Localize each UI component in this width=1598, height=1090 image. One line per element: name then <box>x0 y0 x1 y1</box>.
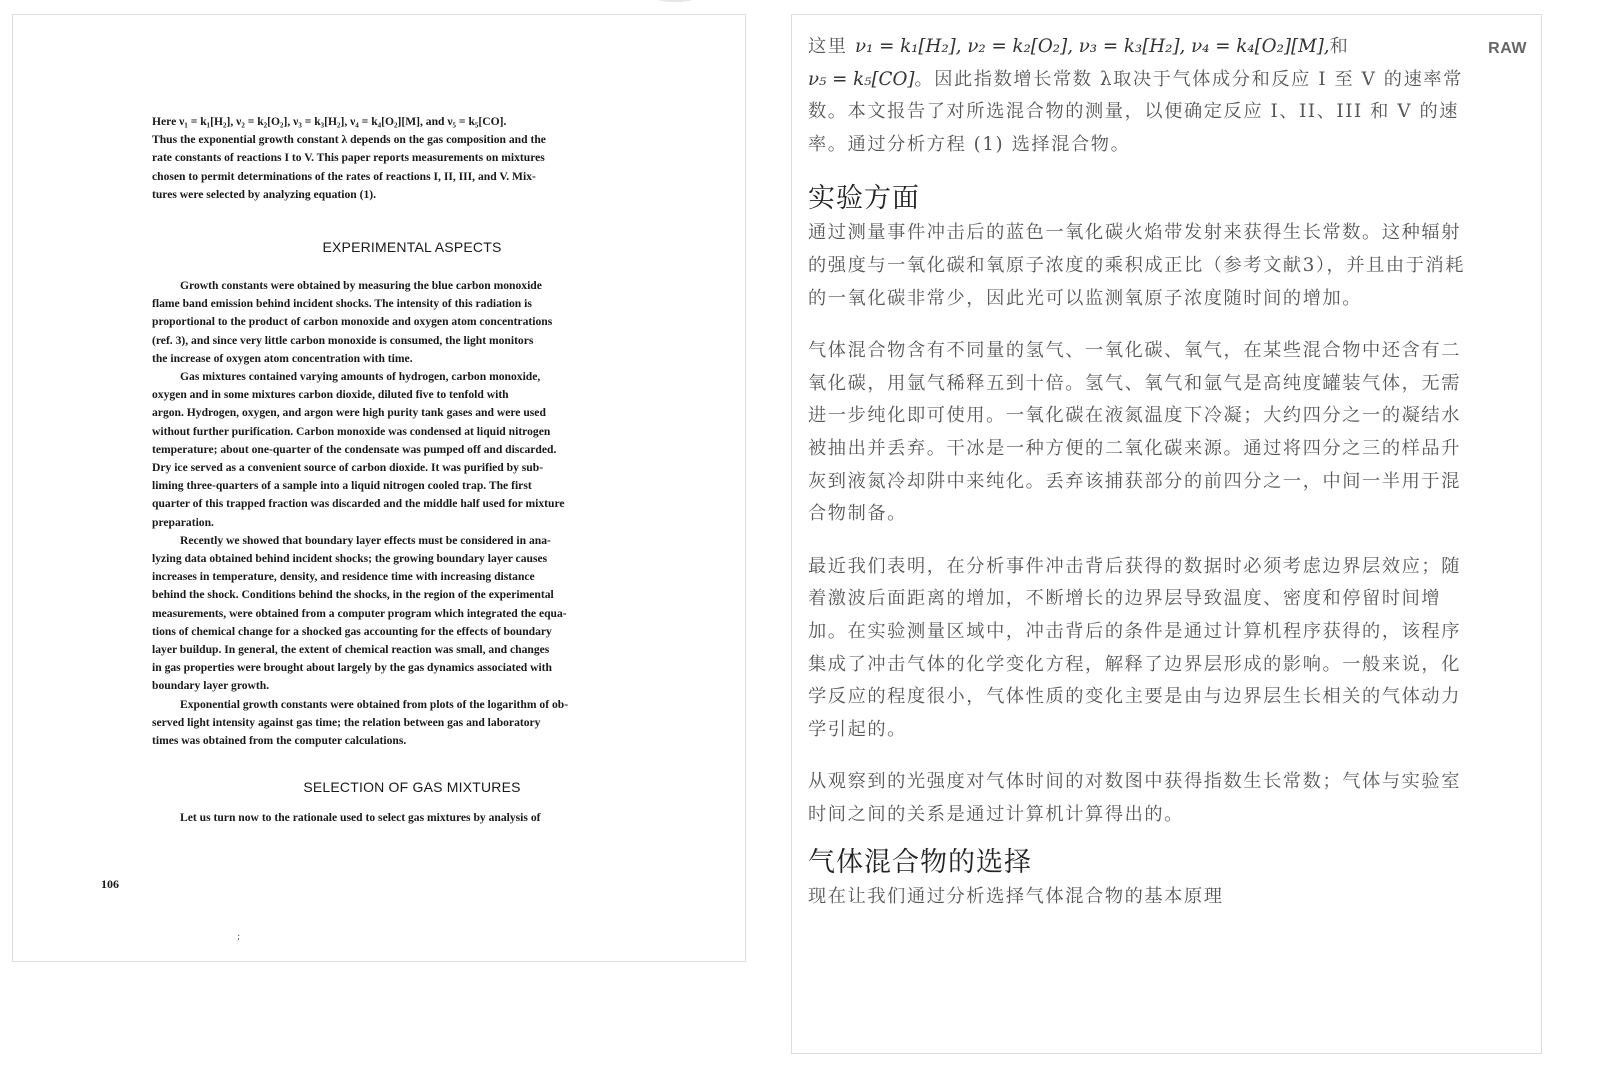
source-line: times was obtained from the computer calculations. <box>152 734 407 748</box>
source-line: liming three-quarters of a sample into a liquid nitrogen cooled trap. The first <box>152 479 532 493</box>
translation-para-recent: 最近我们表明，在分析事件冲击背后获得的数据时必须考虑边界层效应；随着激波后面距离的增加，不断增长的边界层导致温度、密度和停留时间增加。在实验测量区域中，冲击背后的条件是通过计算机程序获得的，该程序集成了冲击气体的化学变化方程，解释了边界层形成的影响。一般来说，化学反应的程度很小，气体性质的变化主要是由与边界层生长相关的气体动力学引起的。 <box>808 555 1461 740</box>
source-line: served light intensity against gas time; the relation between gas and laboratory <box>152 715 541 729</box>
source-line: Growth constants were obtained by measuring the blue carbon monoxide <box>180 279 542 292</box>
translation-para-growth: 通过测量事件冲击后的蓝色一氧化碳火焰带发射来获得生长常数。这种辐射的强度与一氧化碳和氧原子浓度的乘积成正比（参考文献3），并且由于消耗的一氧化碳非常少，因此光可以监测氧原子浓度随时间的增加。 <box>808 222 1466 309</box>
source-line: boundary layer growth. <box>152 679 270 693</box>
source-line: Exponential growth constants were obtained from plots of the logarithm of ob- <box>180 697 569 711</box>
source-line: temperature; about one-quarter of the condensate was pumped off and discarded. <box>152 442 557 456</box>
source-line: measurements, were obtained from a computer program which integrated the equa- <box>152 606 567 620</box>
source-line: tures were selected by analyzing equation (1). <box>152 187 377 201</box>
source-line: quarter of this trapped fraction was discarded and the middle half used for mixture <box>152 497 565 511</box>
raw-toggle-button[interactable]: RAW <box>1488 40 1527 57</box>
source-line: Recently we showed that boundary layer effects must be considered in ana- <box>180 533 551 547</box>
source-line: flame band emission behind incident shocks. The intensity of this radiation is <box>152 297 532 311</box>
source-closing <box>152 809 672 827</box>
translation-para-gas: 气体混合物含有不同量的氢气、一氧化碳、氧气，在某些混合物中还含有二氧化碳，用氩气稀释五到十倍。氢气、氧气和氩气是高纯度罐装气体，无需进一步纯化即可使用。一氧化碳在液氮温度下冷凝；大约四分之一的凝结水被抽出并丢弃。干冰是一种方便的二氧化碳来源。通过将四分之三的样品升灰到液氮冷却阱中来纯化。丢弃该捕获部分的前四分之一，中间一半用于混合物制备。 <box>808 340 1461 525</box>
source-line: layer buildup. In general, the extent of chemical reaction was small, and changes <box>152 643 550 657</box>
source-line: oxygen and in some mixtures carbon dioxide, diluted five to tenfold with <box>152 388 509 402</box>
source-line: proportional to the product of carbon monoxide and oxygen atom concentrations <box>152 315 553 329</box>
page-number: 106 <box>101 877 119 891</box>
source-line: rate constants of reactions I to V. This paper reports measurements on mixtures <box>152 151 545 165</box>
source-line: (ref. 3), and since very little carbon monoxide is consumed, the light monitors <box>152 333 534 347</box>
source-line: the increase of oxygen atom concentration with time. <box>152 351 413 365</box>
source-line: behind the shock. Conditions behind the shocks, in the region of the experimental <box>152 588 554 602</box>
translation-intro <box>808 31 1476 161</box>
source-line: tions of chemical change for a shocked gas accounting for the effects of boundary <box>152 624 552 638</box>
translation-para-exponential: 从观察到的光强度对气体时间的对数图中获得指数生长常数；气体与实验室时间之间的关系是通过计算机计算得出的。 <box>808 771 1461 825</box>
source-line: increases in temperature, density, and residence time with increasing distance <box>152 570 535 584</box>
translation-para-letus: 现在让我们通过分析选择气体混合物的基本原理 <box>808 886 1224 908</box>
source-line: preparation. <box>152 515 214 529</box>
translation-body <box>808 31 1476 934</box>
source-line: without further purification. Carbon monoxide was condensed at liquid nitrogen <box>152 424 551 438</box>
source-line: chosen to permit determinations of the rates of reactions I, II, III, and V. Mix- <box>152 169 536 183</box>
translation-heading-experimental: 实验方面 <box>808 183 920 215</box>
source-line: argon. Hydrogen, oxygen, and argon were high purity tank gases and were used <box>152 406 546 420</box>
intro-rest: 。因此指数增长常数 λ取决于气体成分和反应 I 至 V 的速率常数。本文报告了对所选混合物的测量，以便确定反应 I、II、III 和 V 的速率。通过分析方程 (1) 选择混合物。 <box>808 68 1463 155</box>
source-line: Thus the exponential growth constant λ depends on the gas composition and the <box>152 133 546 147</box>
source-line: Dry ice served as a convenient source of carbon dioxide. It was purified by sub- <box>152 461 544 475</box>
scan-speck: ; <box>237 931 241 942</box>
rate-equations-1: ν₁ = k₁[H₂], ν₂ = k₂[O₂], ν₃ = k₃[H₂], ν₄ = k₄[O₂][M], <box>854 36 1330 57</box>
source-page <box>12 14 746 962</box>
source-heading-selection: SELECTION OF GAS MIXTURES <box>303 779 521 795</box>
scan-smudge <box>655 0 695 2</box>
source-intro <box>152 113 672 204</box>
source-line: Let us turn now to the rationale used to select gas mixtures by analysis of <box>180 811 541 824</box>
source-line: Gas mixtures contained varying amounts of hydrogen, carbon monoxide, <box>180 370 541 384</box>
intro-and: 和 <box>1329 36 1350 57</box>
source-body <box>152 277 672 750</box>
source-heading-experimental: EXPERIMENTAL ASPECTS <box>322 239 502 255</box>
rate-equations-2: ν₅ = k₅[CO] <box>808 68 915 90</box>
source-line: Here ν₁ = k₁[H₂], ν₂ = k₂[O₂], ν₃ = k₃[H₂], ν₄ = k₄[O₂][M], and ν₅ = k₅[CO]. <box>152 115 507 128</box>
source-line: in gas properties were brought about largely by the gas dynamics associated with <box>152 661 552 675</box>
source-line: lyzing data obtained behind incident shocks; the growing boundary layer causes <box>152 552 548 566</box>
translation-panel <box>791 14 1542 1054</box>
translation-heading-selection: 气体混合物的选择 <box>808 847 1032 879</box>
intro-prefix: 这里 <box>808 36 855 57</box>
